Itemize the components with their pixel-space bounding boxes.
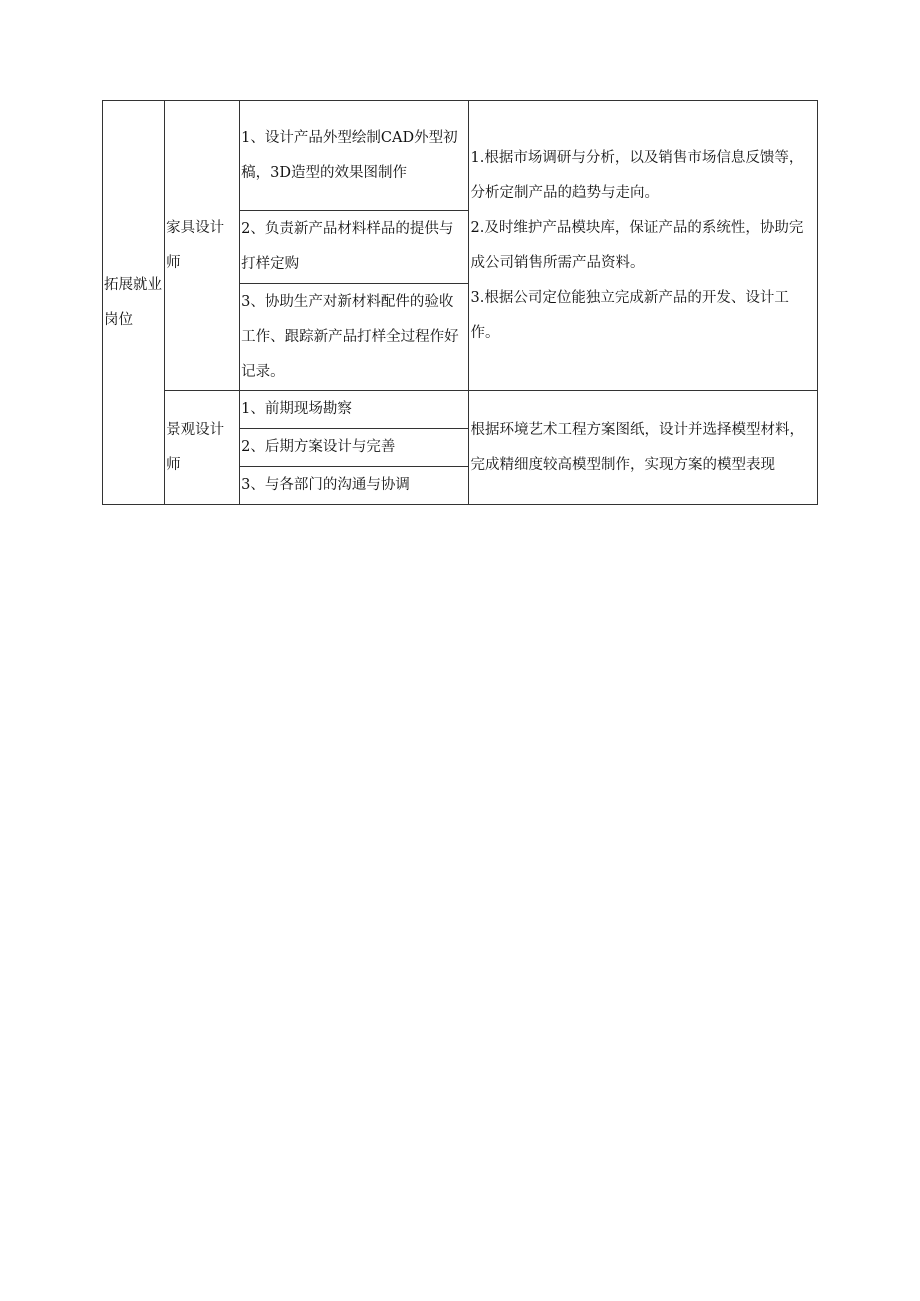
category-cell [103,101,165,505]
role-cell [165,391,240,505]
requirement-text: 2.及时维护产品模块库，保证产品的系统性，协助完成公司销售所需产品资料。 [470,219,804,271]
task-text: 3、与各部门的沟通与协调 [241,477,410,493]
task-text: 2、负责新产品材料样品的提供与打样定购 [241,221,454,272]
task-cell [240,391,469,429]
role-label: 家具设计师 [166,219,225,271]
task-cell [240,211,469,284]
table-row [103,101,818,211]
role-cell [165,101,240,391]
requirement-text: 根据环境艺术工程方案图纸，设计并选择模型材料，完成精细度较高模型制作，实现方案的模型表现 [470,421,804,473]
task-cell [240,467,469,505]
task-text: 1、前期现场勘察 [241,401,352,417]
category-label: 拓展就业岗位 [104,276,162,328]
table-row [103,391,818,429]
task-text: 1、设计产品外型绘制CAD外型初稿，3D造型的效果图制作 [241,129,458,181]
requirement-text: 1.根据市场调研与分析，以及销售市场信息反馈等，分析定制产品的趋势与走向。 [470,149,804,201]
task-cell [240,284,469,391]
job-positions-table [102,100,818,505]
task-text: 3、协助生产对新材料配件的验收工作、跟踪新产品打样全过程作好记录。 [241,293,459,380]
task-cell [240,429,469,467]
requirements-cell [469,391,818,505]
requirements-cell [469,101,818,391]
task-cell [240,101,469,211]
task-text: 2、后期方案设计与完善 [241,439,396,455]
requirement-text: 3.根据公司定位能独立完成新产品的开发、设计工作。 [470,289,789,341]
role-label: 景观设计师 [166,421,225,473]
